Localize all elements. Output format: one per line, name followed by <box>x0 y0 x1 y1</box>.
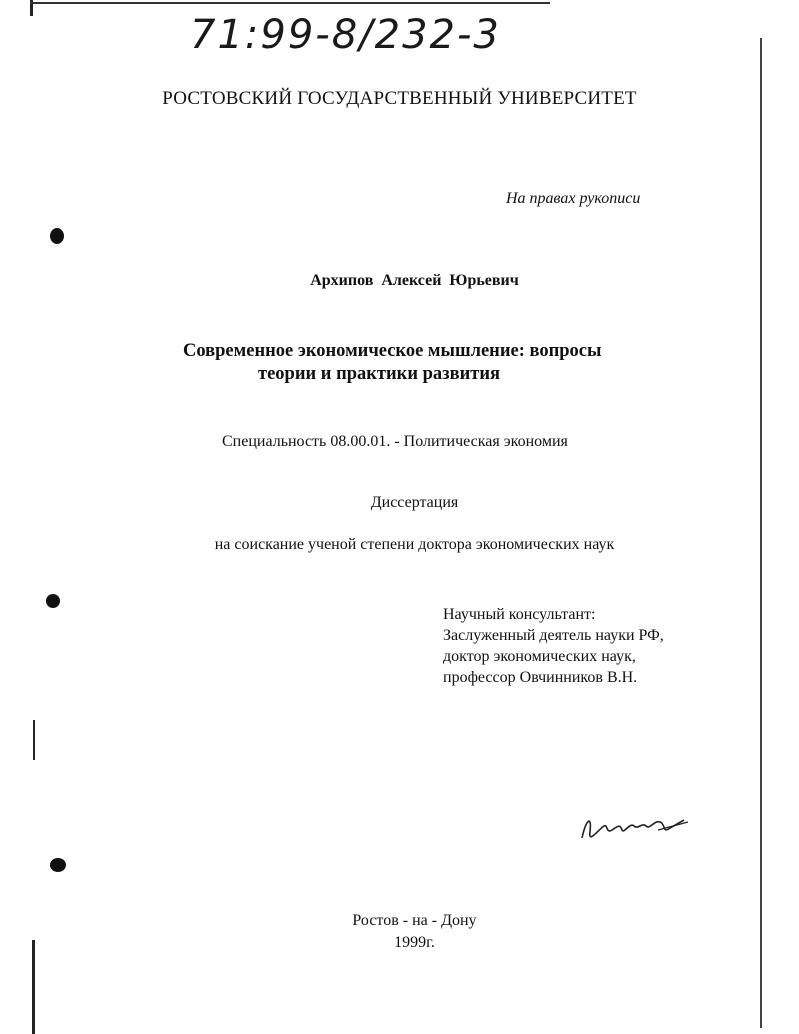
city: Ростов - на - Дону <box>352 912 477 929</box>
year: 1999г. <box>394 934 435 951</box>
scan-top-edge <box>30 2 550 4</box>
author-name: Архипов Алексей Юрьевич <box>310 272 519 289</box>
consultant-line-2: доктор экономических наук, <box>443 648 636 665</box>
place-and-year <box>0 910 799 954</box>
scan-speck <box>50 858 66 872</box>
title-line-1: Современное экономическое мышление: вопросы <box>183 341 602 361</box>
university-name: РОСТОВСКИЙ ГОСУДАРСТВЕННЫЙ УНИВЕРСИТЕТ <box>162 88 637 109</box>
dissertation-label: Диссертация <box>370 494 459 511</box>
scan-speck <box>50 228 64 244</box>
scientific-consultant <box>443 604 664 688</box>
scan-right-edge <box>760 38 762 1028</box>
title-line-2: теории и практики развития <box>258 364 500 384</box>
consultant-heading: Научный консультант: <box>443 606 596 623</box>
degree-statement: на соискание ученой степени доктора экономических наук <box>214 536 615 553</box>
specialty: Специальность 08.00.01. - Политическая экономия <box>222 433 568 450</box>
handwritten-registry-number: 71:99-8/232-3 <box>190 12 501 58</box>
scan-left-edge <box>32 940 35 1034</box>
signature <box>574 800 694 850</box>
consultant-line-3: профессор Овчинников В.Н. <box>443 669 638 686</box>
consultant-line-1: Заслуженный деятель науки РФ, <box>443 627 664 644</box>
manuscript-rights-note: На правах рукописи <box>506 190 641 207</box>
scan-line <box>33 720 35 760</box>
scan-speck <box>46 594 60 608</box>
